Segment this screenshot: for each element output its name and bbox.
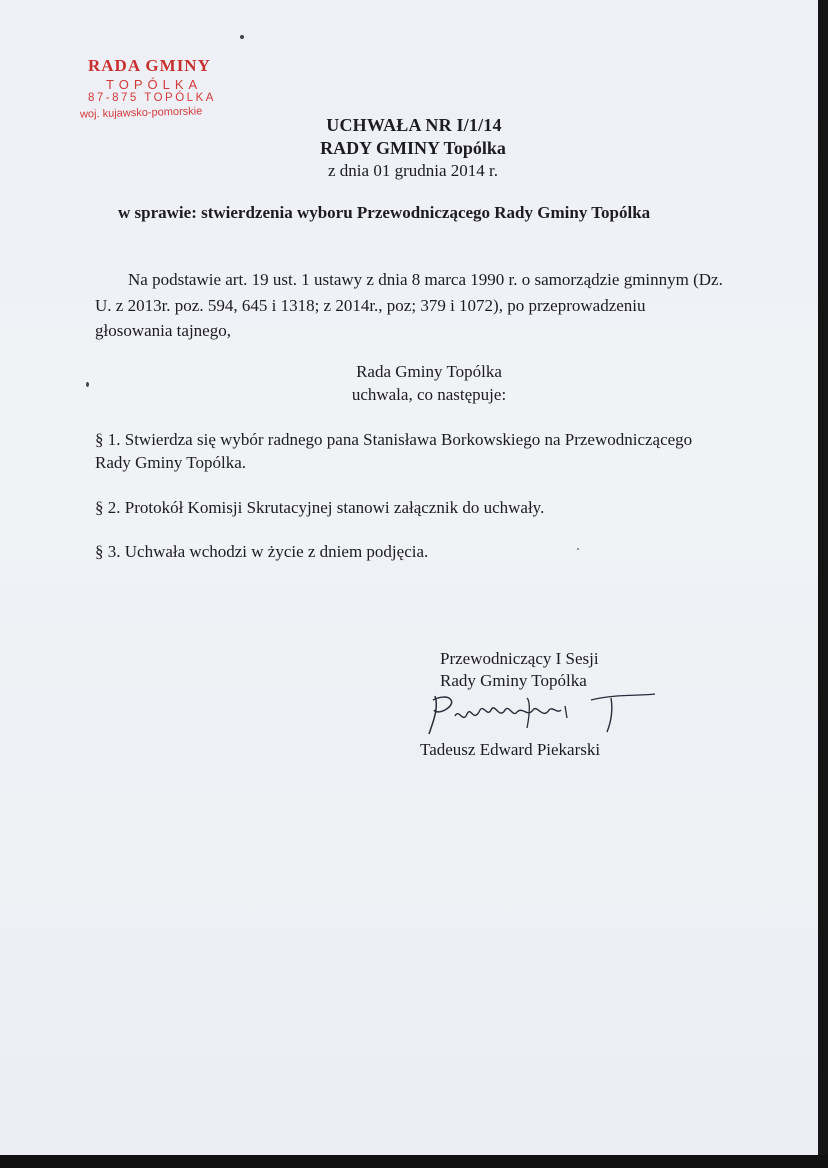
legal-basis-text: Na podstawie art. 19 ust. 1 ustawy z dnia 8 marca 1990 r. o samorządzie gminnym (Dz. U. z 2013r. poz. 594, 645 i 1318; z 2014r., poz; 379 i 1072), po przeprowadzeniu głosowania tajnego,: [95, 270, 723, 340]
paragraph-2: § 2. Protokół Komisji Skrutacyjnej stanowi załącznik do uchwały.: [95, 498, 545, 517]
signatory-organ: Rady Gminy Topólka: [440, 671, 587, 690]
signatory-title: Przewodniczący I Sesji: [440, 649, 599, 668]
resolving-body-name: Rada Gminy Topólka: [356, 362, 502, 381]
scan-edge-right: [818, 0, 828, 1168]
scan-speck: [577, 548, 579, 550]
scan-speck: [86, 382, 89, 387]
paragraph-1: § 1. Stwierdza się wybór radnego pana Stanisława Borkowskiego na Przewodniczącego Rady Gminy Topólka.: [95, 430, 693, 472]
resolution-subject: w sprawie: stwierdzenia wyboru Przewodniczącego Rady Gminy Topólka: [118, 203, 651, 222]
handwritten-signature: [415, 688, 665, 738]
resolution-date: z dnia 01 grudnia 2014 r.: [328, 161, 498, 180]
stamp-voivodeship: woj. kujawsko-pomorskie: [79, 105, 203, 121]
resolution-number: UCHWAŁA NR I/1/14: [326, 115, 502, 135]
scan-speck: [240, 35, 244, 39]
issuing-council: RADY GMINY Topólka: [320, 138, 506, 158]
stamp-postal-address: 87-875 TOPÓLKA: [88, 92, 216, 104]
signatory-name: Tadeusz Edward Piekarski: [420, 740, 601, 759]
paragraph-3: § 3. Uchwała wchodzi w życie z dniem podjęcia.: [95, 542, 429, 561]
legal-basis: [95, 267, 725, 344]
scan-edge-bottom: [0, 1155, 828, 1168]
resolving-formula: uchwala, co następuje:: [351, 385, 507, 404]
stamp-town: TOPÓLKA: [106, 77, 203, 92]
stamp-title: RADA GMINY: [88, 56, 211, 75]
